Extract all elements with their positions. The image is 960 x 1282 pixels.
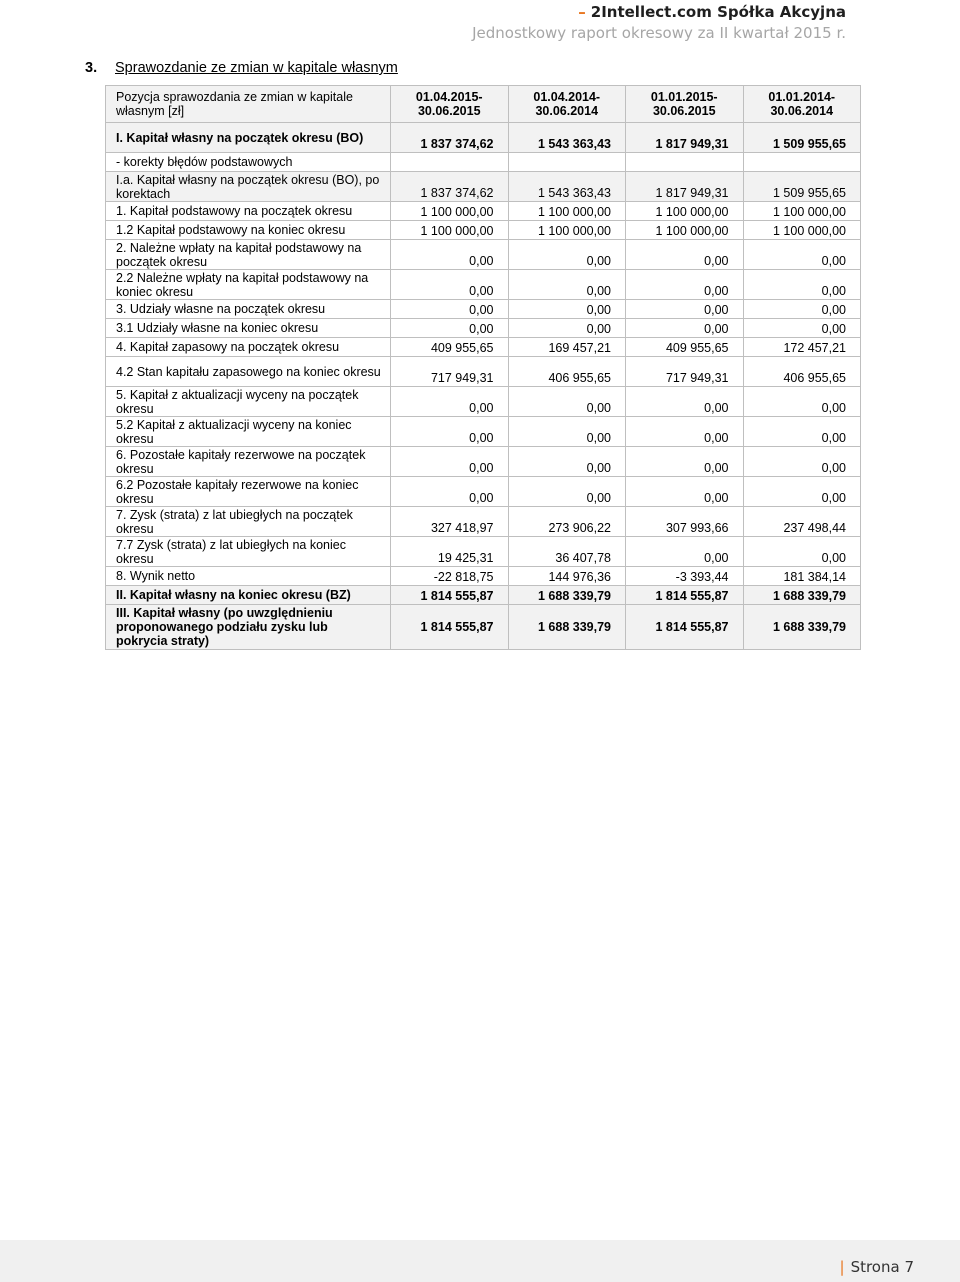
table-row: [106, 417, 861, 447]
row-value: 1 817 949,31: [626, 123, 744, 153]
header-period: 01.04.2014- 30.06.2014: [508, 86, 626, 123]
row-value: 1 688 339,79: [743, 605, 861, 650]
header-period: 01.01.2015- 30.06.2015: [626, 86, 744, 123]
row-value: 1 688 339,79: [508, 605, 626, 650]
row-value: 1 814 555,87: [391, 605, 509, 650]
table-row: [106, 586, 861, 605]
table-row: [106, 202, 861, 221]
row-value: 0,00: [508, 447, 626, 477]
accent-dash: –: [578, 3, 586, 21]
table-row: [106, 240, 861, 270]
row-value: [508, 153, 626, 172]
table-row: [106, 567, 861, 586]
row-label: - korekty błędów podstawowych: [106, 153, 391, 172]
row-value: 0,00: [391, 387, 509, 417]
table-header-row: [106, 86, 861, 123]
report-subtitle: Jednostkowy raport okresowy za II kwartał 2015 r.: [472, 24, 846, 42]
row-value: 0,00: [508, 387, 626, 417]
row-value: 0,00: [626, 300, 744, 319]
table-row: [106, 300, 861, 319]
table-row: [106, 387, 861, 417]
row-value: 0,00: [626, 417, 744, 447]
row-value: 1 837 374,62: [391, 172, 509, 202]
table-row: [106, 319, 861, 338]
page-number-text: Strona 7: [850, 1258, 914, 1276]
table-row: [106, 338, 861, 357]
row-value: 0,00: [391, 447, 509, 477]
section-heading: [85, 58, 398, 78]
row-value: 1 543 363,43: [508, 123, 626, 153]
row-value: 717 949,31: [391, 357, 509, 387]
row-value: 0,00: [743, 240, 861, 270]
row-value: 0,00: [391, 319, 509, 338]
row-value: 1 100 000,00: [391, 202, 509, 221]
row-value: 1 100 000,00: [508, 202, 626, 221]
row-label: 1.2 Kapitał podstawowy na koniec okresu: [106, 221, 391, 240]
footer-bar: [0, 1240, 960, 1282]
row-value: 172 457,21: [743, 338, 861, 357]
row-label: III. Kapitał własny (po uwzględnieniu proponowanego podziału zysku lub pokrycia straty): [106, 605, 391, 650]
row-label: 3.1 Udziały własne na koniec okresu: [106, 319, 391, 338]
row-value: 1 100 000,00: [743, 221, 861, 240]
row-value: 1 814 555,87: [626, 586, 744, 605]
table-row: [106, 153, 861, 172]
row-value: 0,00: [626, 387, 744, 417]
row-value: -3 393,44: [626, 567, 744, 586]
row-value: 327 418,97: [391, 507, 509, 537]
row-value: 717 949,31: [626, 357, 744, 387]
row-label: II. Kapitał własny na koniec okresu (BZ): [106, 586, 391, 605]
section-title: Sprawozdanie ze zmian w kapitale własnym: [115, 60, 398, 76]
table-row: [106, 537, 861, 567]
row-value: 0,00: [743, 319, 861, 338]
row-label: 5.2 Kapitał z aktualizacji wyceny na koniec okresu: [106, 417, 391, 447]
row-value: 0,00: [391, 417, 509, 447]
table-row: [106, 507, 861, 537]
row-value: 0,00: [391, 270, 509, 300]
row-value: 409 955,65: [391, 338, 509, 357]
row-value: 1 509 955,65: [743, 123, 861, 153]
row-value: 0,00: [626, 319, 744, 338]
row-value: 0,00: [391, 300, 509, 319]
row-value: 406 955,65: [508, 357, 626, 387]
row-value: 273 906,22: [508, 507, 626, 537]
header-position-label: Pozycja sprawozdania ze zmian w kapitale własnym [zł]: [106, 86, 391, 123]
header-period: 01.04.2015- 30.06.2015: [391, 86, 509, 123]
row-value: [626, 153, 744, 172]
row-value: 1 814 555,87: [626, 605, 744, 650]
header-period: 01.01.2014- 30.06.2014: [743, 86, 861, 123]
row-value: 0,00: [743, 417, 861, 447]
row-value: 1 814 555,87: [391, 586, 509, 605]
row-value: 0,00: [743, 477, 861, 507]
row-label: I.a. Kapitał własny na początek okresu (BO), po korektach: [106, 172, 391, 202]
row-value: 0,00: [508, 240, 626, 270]
row-value: 0,00: [626, 537, 744, 567]
row-value: 1 509 955,65: [743, 172, 861, 202]
row-label: 3. Udziały własne na początek okresu: [106, 300, 391, 319]
company-name: [472, 2, 846, 22]
page-number: [840, 1258, 915, 1276]
table-row: [106, 477, 861, 507]
row-value: 406 955,65: [743, 357, 861, 387]
row-value: 0,00: [508, 270, 626, 300]
row-value: 19 425,31: [391, 537, 509, 567]
row-label: 7. Zysk (strata) z lat ubiegłych na początek okresu: [106, 507, 391, 537]
table-row: [106, 172, 861, 202]
row-value: 0,00: [508, 300, 626, 319]
row-value: 1 100 000,00: [626, 202, 744, 221]
row-value: 0,00: [508, 319, 626, 338]
row-label: 4.2 Stan kapitału zapasowego na koniec okresu: [106, 357, 391, 387]
row-value: 1 817 949,31: [626, 172, 744, 202]
table-row: [106, 270, 861, 300]
section-number: 3.: [85, 60, 98, 76]
row-value: 0,00: [743, 387, 861, 417]
row-label: 6. Pozostałe kapitały rezerwowe na początek okresu: [106, 447, 391, 477]
row-value: 1 100 000,00: [391, 221, 509, 240]
row-label: 1. Kapitał podstawowy na początek okresu: [106, 202, 391, 221]
table-row: [106, 123, 861, 153]
row-value: 36 407,78: [508, 537, 626, 567]
row-value: 1 688 339,79: [508, 586, 626, 605]
row-value: [391, 153, 509, 172]
row-value: 169 457,21: [508, 338, 626, 357]
page-header: [472, 2, 846, 43]
row-value: 181 384,14: [743, 567, 861, 586]
row-value: 0,00: [626, 447, 744, 477]
row-value: 1 688 339,79: [743, 586, 861, 605]
row-value: 0,00: [743, 270, 861, 300]
row-value: 1 100 000,00: [743, 202, 861, 221]
row-value: 0,00: [743, 300, 861, 319]
row-value: 144 976,36: [508, 567, 626, 586]
row-value: 0,00: [626, 240, 744, 270]
table-row: [106, 605, 861, 650]
row-label: 4. Kapitał zapasowy na początek okresu: [106, 338, 391, 357]
row-value: 0,00: [508, 417, 626, 447]
row-value: 1 543 363,43: [508, 172, 626, 202]
row-value: 0,00: [743, 447, 861, 477]
row-value: 0,00: [391, 240, 509, 270]
row-value: 0,00: [391, 477, 509, 507]
page-number-divider: |: [839, 1258, 845, 1276]
row-value: 1 837 374,62: [391, 123, 509, 153]
table-row: [106, 357, 861, 387]
row-label: 6.2 Pozostałe kapitały rezerwowe na koniec okresu: [106, 477, 391, 507]
row-value: 0,00: [626, 270, 744, 300]
row-value: 0,00: [626, 477, 744, 507]
row-label: 8. Wynik netto: [106, 567, 391, 586]
row-value: [743, 153, 861, 172]
row-value: 409 955,65: [626, 338, 744, 357]
row-label: 5. Kapitał z aktualizacji wyceny na początek okresu: [106, 387, 391, 417]
row-label: I. Kapitał własny na początek okresu (BO): [106, 123, 391, 153]
company-name-text: 2Intellect.com Spółka Akcyjna: [590, 3, 846, 21]
row-value: 0,00: [743, 537, 861, 567]
table-row: [106, 221, 861, 240]
table-row: [106, 447, 861, 477]
equity-changes-table: [105, 85, 861, 650]
row-label: 2. Należne wpłaty na kapitał podstawowy na początek okresu: [106, 240, 391, 270]
row-label: 7.7 Zysk (strata) z lat ubiegłych na koniec okresu: [106, 537, 391, 567]
row-value: 307 993,66: [626, 507, 744, 537]
row-value: 1 100 000,00: [626, 221, 744, 240]
row-value: 1 100 000,00: [508, 221, 626, 240]
row-value: 0,00: [508, 477, 626, 507]
row-value: -22 818,75: [391, 567, 509, 586]
row-label: 2.2 Należne wpłaty na kapitał podstawowy na koniec okresu: [106, 270, 391, 300]
row-value: 237 498,44: [743, 507, 861, 537]
